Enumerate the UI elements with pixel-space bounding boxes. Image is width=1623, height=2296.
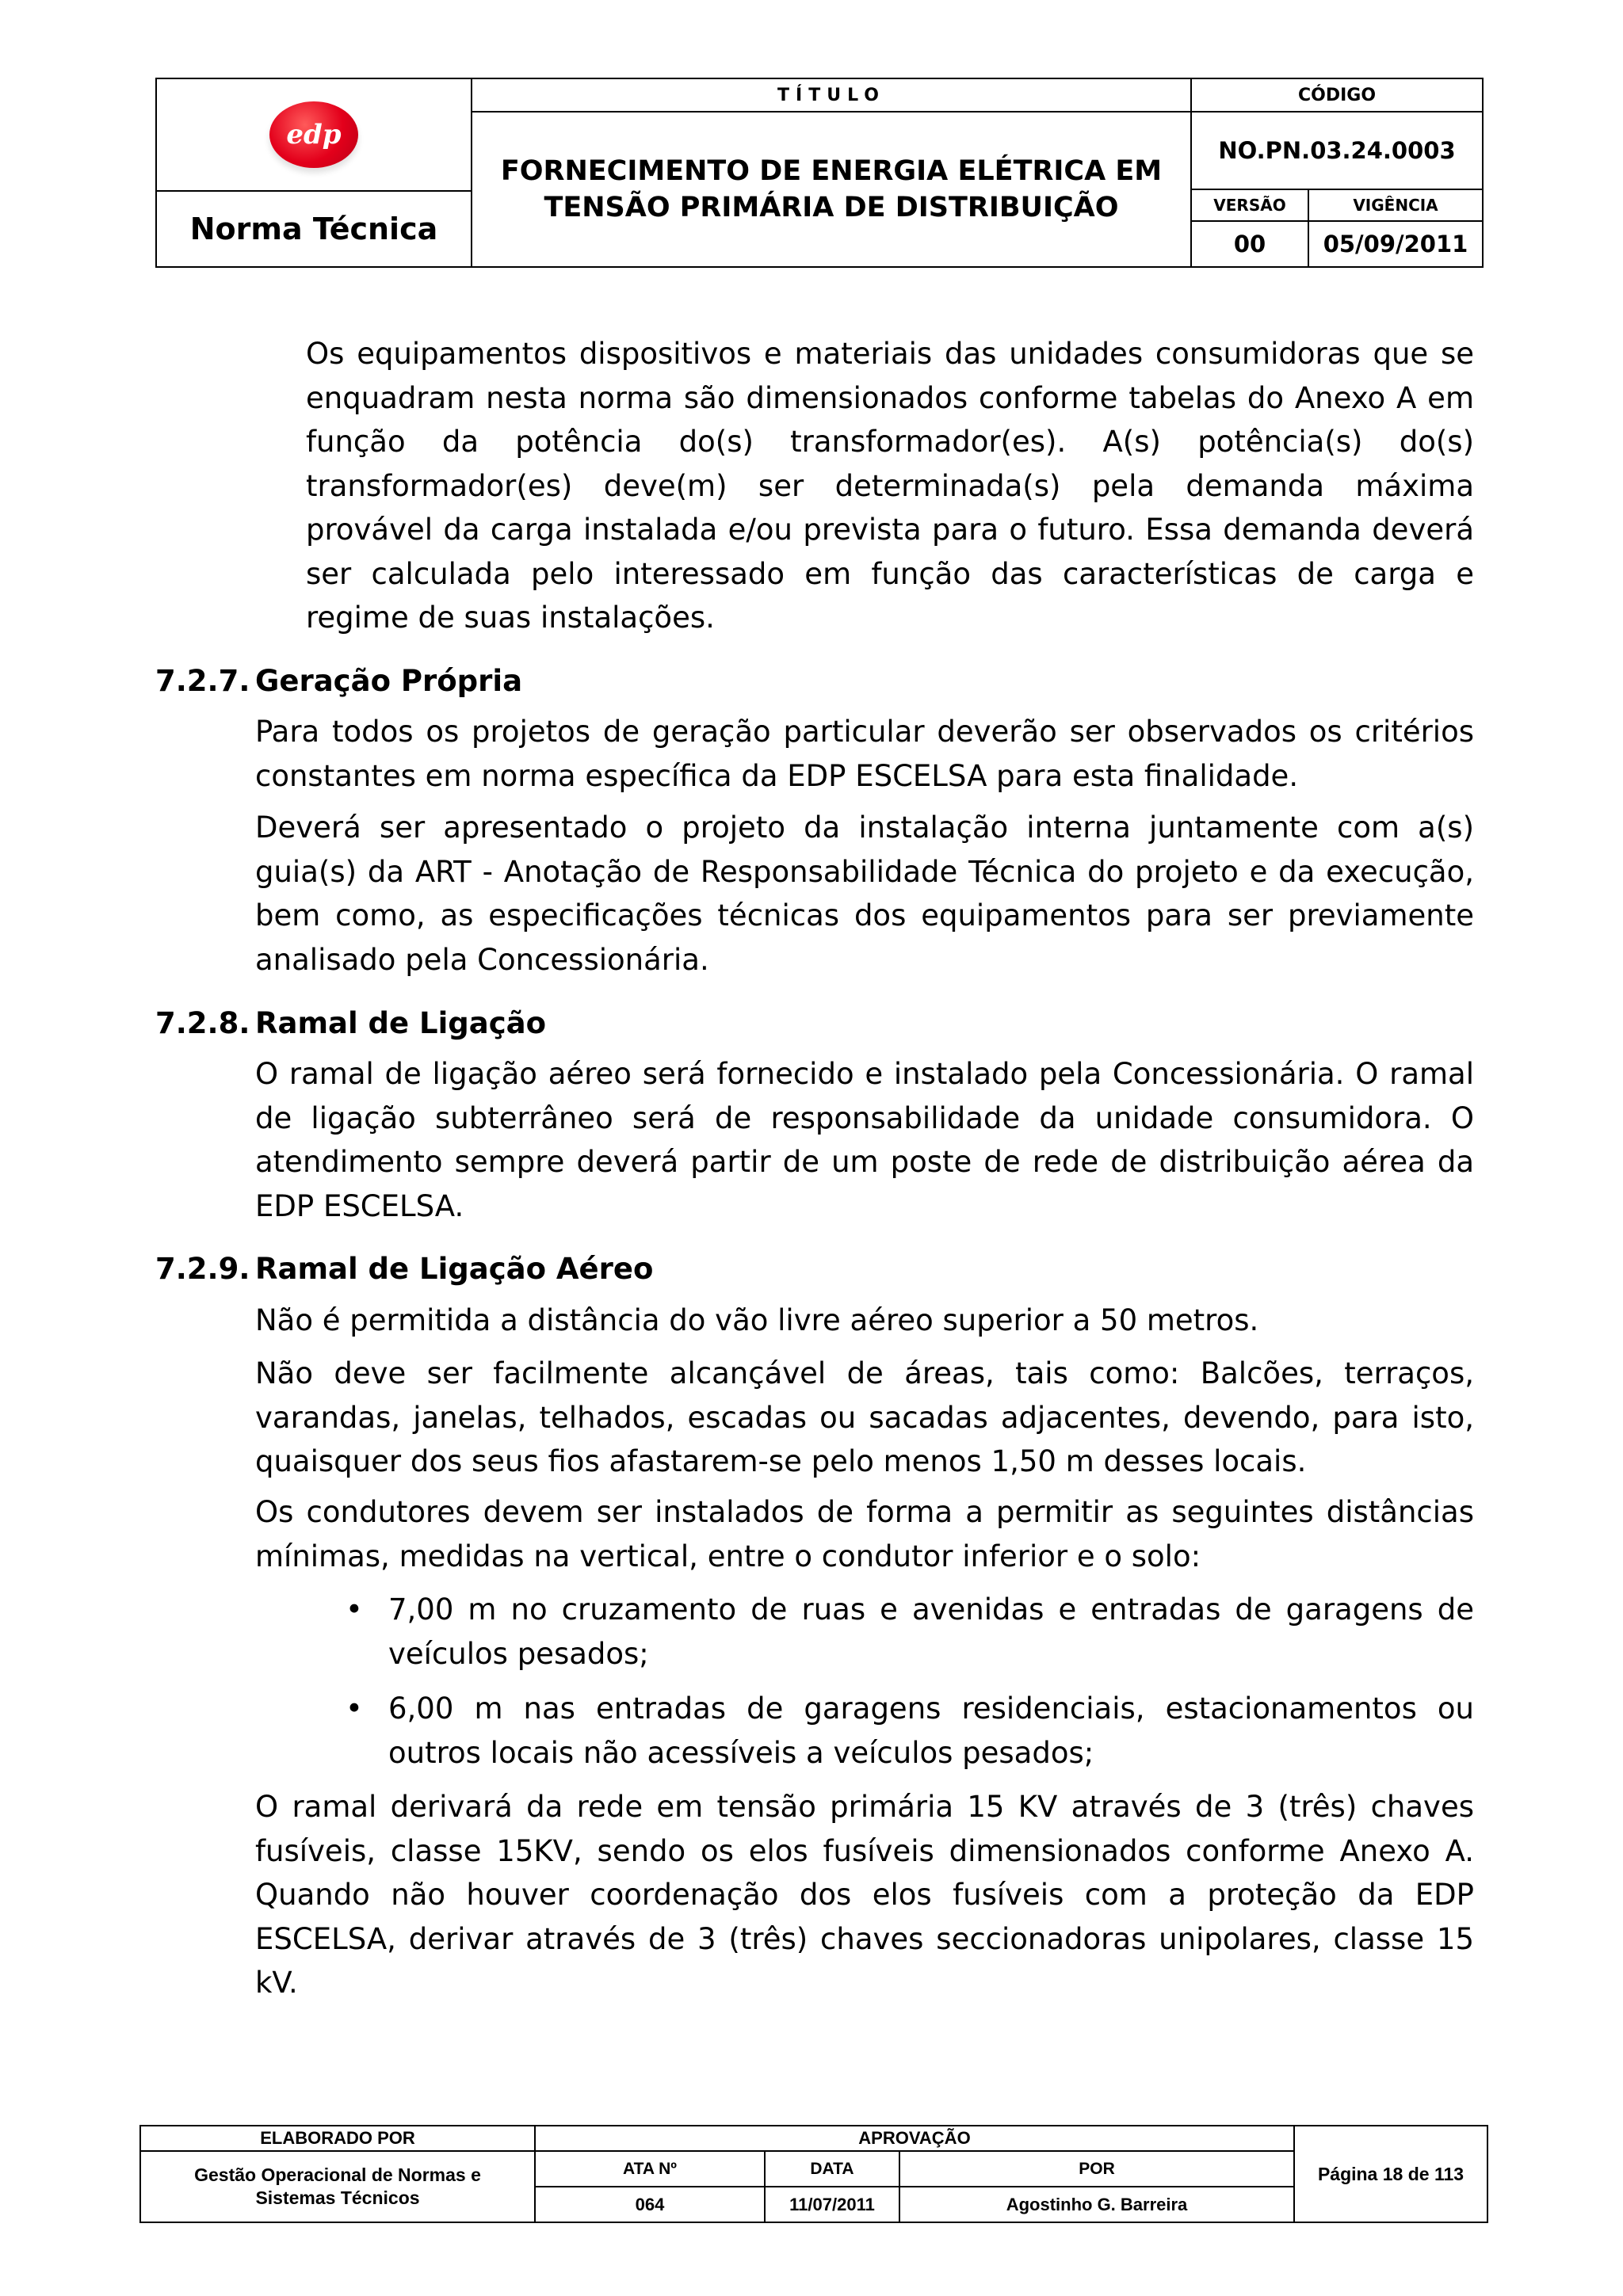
logo-cell <box>157 79 471 192</box>
approval-label: APROVAÇÃO <box>858 2128 971 2148</box>
section-number: 7.2.8. <box>155 1006 250 1040</box>
document-header <box>155 78 1484 268</box>
version-validity-labels <box>1192 190 1482 222</box>
header-code-block <box>1192 79 1482 266</box>
prepared-by-label: ELABORADO POR <box>141 2126 534 2152</box>
title-line-1: FORNECIMENTO DE ENERGIA ELÉTRICA EM <box>500 155 1163 187</box>
document-title <box>472 113 1190 266</box>
header-left-block <box>157 79 472 266</box>
date-label: DATA <box>766 2150 900 2186</box>
header-title-block <box>472 79 1192 266</box>
by-value: Agostinho G. Barreira <box>900 2186 1293 2222</box>
s727-paragraph-1: Para todos os projetos de geração particular deverão ser observados os critérios constantes em norma específica da EDP ESCELSA para esta finalidade. <box>255 715 1474 793</box>
s729-paragraph-2: Não deve ser facilmente alcançável de áreas, tais como: Balcões, terraços, varandas, janelas, telhados, escadas ou sacadas adjacentes, devendo, para isto, quaisquer dos seus fios afastarem-se pelo menos 1,50 m desses locais. <box>255 1356 1474 1478</box>
section-number: 7.2.7. <box>155 664 250 698</box>
edp-logo <box>269 101 358 168</box>
section-title: Ramal de Ligação Aéreo <box>255 1252 654 1286</box>
code-label: CÓDIGO <box>1192 79 1482 113</box>
validity-value: 05/09/2011 <box>1323 231 1468 257</box>
prepared-by-block <box>141 2126 536 2222</box>
title-label: TÍTULO <box>472 79 1190 113</box>
prepared-by-line-2: Sistemas Técnicos <box>255 2187 420 2208</box>
bullet-dot-2: • <box>346 1691 363 1726</box>
section-7-2-8-heading <box>155 1001 546 1045</box>
prepared-by-line-1: Gestão Operacional de Normas e <box>194 2164 481 2185</box>
code-value: NO.PN.03.24.0003 <box>1192 113 1482 190</box>
prepared-by-value <box>141 2152 534 2222</box>
s729-paragraph-3: Os condutores devem ser instalados de forma a permitir as seguintes distâncias mínimas, medidas na vertical, entre o condutor inferior e o solo: <box>255 1495 1474 1573</box>
edp-logo-text: edp <box>286 119 342 151</box>
section-title: Geração Própria <box>255 664 523 698</box>
version-value: 00 <box>1192 222 1309 266</box>
approval-grid <box>536 2150 1293 2222</box>
ata-value: 064 <box>536 2186 766 2222</box>
document-footer <box>139 2125 1488 2223</box>
approval-block <box>536 2126 1295 2222</box>
s728-paragraph-1: O ramal de ligação aéreo será fornecido e instalado pela Concessionária. O ramal de ligação subterrâneo será de responsabilidade da unidade consumidora. O atendimento sempre deverá partir de um poste de rede de distribuição aérea da EDP ESCELSA. <box>255 1057 1474 1223</box>
section-7-2-7-heading <box>155 659 522 703</box>
version-validity-values <box>1192 222 1482 266</box>
s729-paragraph-4: O ramal derivará da rede em tensão primária 15 KV através de 3 (três) chaves fusíveis, classe 15KV, sendo os elos fusíveis dimensionados conforme Anexo A. Quando não houver coordenação dos elos fusíveis com a proteção da EDP ESCELSA, derivar através de 3 (três) chaves seccionadoras unipolares, classe 15 kV. <box>255 1790 1474 2000</box>
s727-paragraph-2: Deverá ser apresentado o projeto da instalação interna juntamente com a(s) guia(s) da ART - Anotação de Responsabilidade Técnica do projeto e da execução, bem como, as especificações técnicas dos equipamentos para ser previamente analisado pela Concessionária. <box>255 810 1474 977</box>
intro-paragraph: Os equipamentos dispositivos e materiais das unidades consumidoras que se enquadram nesta norma são dimensionados conforme tabelas do Anexo A em função da potência do(s) transformador(es). A(s) potência(s) do(s) transformador(es) deve(m) ser determinada(s) pela demanda máxima provável da carga instalada e/ou prevista para o futuro. Essa demanda deverá ser calculada pelo interessado em função das características de carga e regime de suas instalações. <box>306 337 1474 635</box>
bullet-dot-1: • <box>346 1592 363 1627</box>
version-label: VERSÃO <box>1192 190 1309 220</box>
validity-label: VIGÊNCIA <box>1353 196 1438 215</box>
s729-bullet-2: 6,00 m nas entradas de garagens residenciais, estacionamentos ou outros locais não acessíveis a veículos pesados; <box>388 1691 1474 1770</box>
doc-type: Norma Técnica <box>189 212 438 246</box>
s729-bullet-1: 7,00 m no cruzamento de ruas e avenidas e entradas de garagens de veículos pesados; <box>388 1592 1474 1671</box>
by-label: POR <box>900 2150 1293 2186</box>
page-number: Página 18 de 113 <box>1317 2163 1465 2184</box>
section-number: 7.2.9. <box>155 1252 250 1286</box>
ata-label: ATA Nº <box>536 2150 766 2186</box>
section-title: Ramal de Ligação <box>255 1006 547 1040</box>
s729-paragraph-1: Não é permitida a distância do vão livre aéreo superior a 50 metros. <box>255 1303 1259 1337</box>
date-value: 11/07/2011 <box>766 2186 900 2222</box>
section-7-2-9-heading <box>155 1247 653 1291</box>
title-line-2: TENSÃO PRIMÁRIA DE DISTRIBUIÇÃO <box>544 192 1119 223</box>
